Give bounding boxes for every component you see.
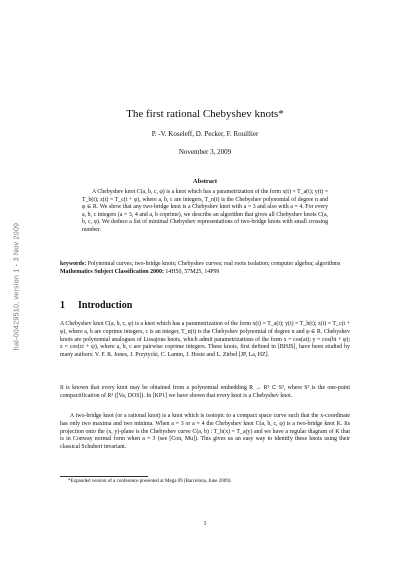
intro-paragraph-3: A two-bridge knot (or a rational knot) is a knot which is isotopic to a compact space curve such that the x-coordinate has only two maxima and two minima. When a = 3 or a = 4 the Chebyshev knot C(a, b, c, φ) is a two-bridge knot K. Its projection onto the (x, y)-plane is the Chebyshev curve C(a, b) : T_b(x) = T_a(y) and we have a regular diagram of K that is in Conway normal form when a = 3 (see [Con, Mu]). This gives us an easy way to identify these knots using their classical Schubert invariant. [60,413,350,450]
section-heading [60,300,350,311]
abstract-text: A Chebyshev knot C(a, b, c, φ) is a knot which has a parametrization of the form x(t) = T_a(t); y(t) = T_b(t); z(t) = T_c(t + φ), where a, b, c are integers, T_n(t) is the Chebyshev polynomial of degree n and φ ∈ R. We show that any two-bridge knot is a Chebyshev knot with a = 3 and also with a = 4. For every a, b, c integers (a = 3, 4 and a, b coprime), we describe an algorithm that gives all Chebyshev knots C(a, b, c, φ). We deduce a list of minimal Chebyshev representations of two-bridge knots with small crossing number. [82,189,328,233]
footnote: *Expanded version of a conference presented at Mega 09 (Barcelona, June 2009). [68,479,232,484]
keywords-label: keywords: [60,261,87,267]
msc-label: Mathematics Subject Classification 2000: [60,268,164,275]
abstract-heading: Abstract [192,178,218,185]
hal-side-identifier: hal-00429510, version 1 - 3 Nov 2009 [11,222,21,351]
page-number: 1 [203,521,207,527]
intro-paragraph-1: A Chebyshev knot C(a, b, c, φ) is a knot which has a parametrization of the form x(t) = T_a(t); y(t) = T_b(t); z(t) = T_c(t + φ), where a, b are coprime integers, c is an integer, T_n(t) is the Chebyshev polynomial of degree n and φ ∈ R. Chebyshev knots are polynomial analogues of Lissajous knots, which admit parametrizations of the form x = cos(at); y = cos(bt + φ); z = cos(ct + ψ), where a, b, c are pairwise coprime integers. These knots, first defined in [BHJS], have been studied by many authors: V. F. R. Jones, J. Przytycki, C. Lamm, J. Hoste and L. Zirbel [JP, La, HZ]. [60,321,350,358]
keywords-text: Polynomial curves; two-bridge knots; Chebyshev curves; real roots isolation; computer algebra; algorithms [86,261,341,267]
section-number: 1 [60,300,65,311]
paper-date: November 3, 2009 [178,148,232,156]
paper-title: The first rational Chebyshev knots* [126,108,284,120]
author-list: P. -V. Koseleff, D. Pecker, F. Rouillier [151,130,259,138]
keywords-block [60,261,350,277]
footnote-rule [60,476,148,477]
msc-text: 14H50, 57M25, 14P99 [163,268,220,275]
intro-paragraph-2: It is known that every knot may be obtained from a polynomial embedding R → R³ ⊂ S³, where S³ is the one-point compactification of R³ ([Va, DOS]). In [KP1] we have shown that every knot is a Chebyshev knot. [60,385,350,399]
section-title: Introduction [78,300,133,311]
